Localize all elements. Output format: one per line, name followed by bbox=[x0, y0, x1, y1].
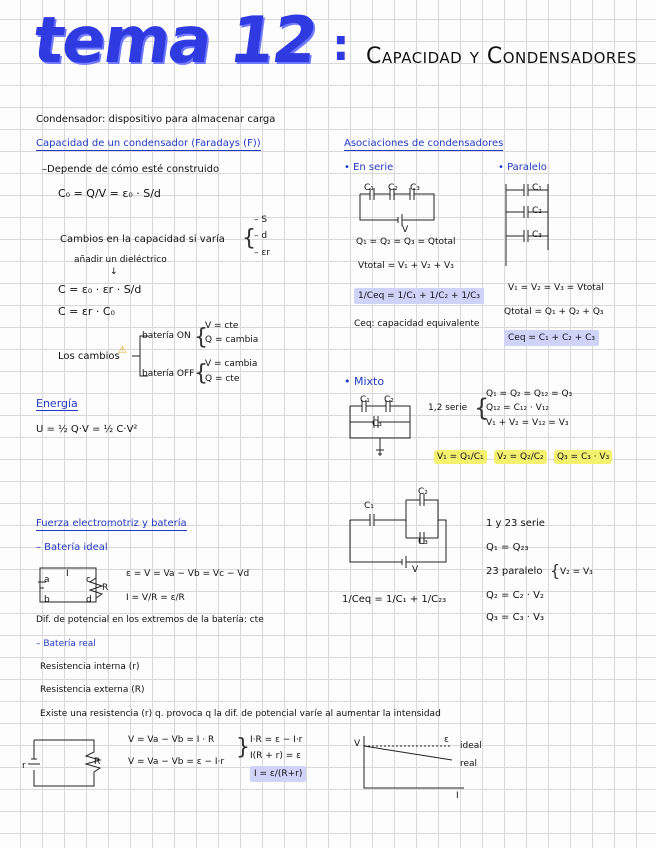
mixto-hl-v2: V₂ = Q₂/C₂ bbox=[494, 450, 547, 464]
text-existe: Existe una resistencia (r) q. provoca q la dif. de potencial varíe al aumentar la intensidad bbox=[40, 709, 441, 719]
mixto-res-3: V₁ + V₂ = V₁₂ = V₃ bbox=[486, 418, 569, 428]
graph-label-real: real bbox=[460, 759, 478, 769]
text-r-externa: Resistencia externa (R) bbox=[40, 685, 145, 695]
mixto2-res-3: 23 paralelo bbox=[486, 566, 543, 577]
brace-vary: { bbox=[242, 226, 256, 251]
bat-off-v: V = cambia bbox=[205, 359, 258, 369]
serie-label-c2: C₂ bbox=[388, 183, 398, 193]
formula-c0: C₀ = Q/V = ε₀ · S/d bbox=[58, 187, 161, 200]
mixto2-label-v: V bbox=[412, 565, 419, 575]
heading-capacidad: Capacidad de un condensador (Faradays (F)) bbox=[36, 138, 261, 149]
label-paralelo: • Paralelo bbox=[498, 162, 547, 173]
text-dif-potencial: Dif. de potencial en los extremos de la batería: cte bbox=[36, 615, 264, 625]
mixto-label-c2: C₂ bbox=[384, 395, 394, 405]
serie-note-ceq: Ceq: capacidad equivalente bbox=[354, 319, 480, 329]
serie-label-c3: C₃ bbox=[410, 183, 420, 193]
ideal-label-b: b bbox=[44, 595, 50, 605]
serie-eq-v: Vtotal = V₁ + V₂ + V₃ bbox=[358, 261, 454, 271]
bat-on-v: V = cte bbox=[205, 321, 239, 331]
heading-asociaciones: Asociaciones de condensadores bbox=[344, 138, 504, 149]
mixto2-res-2: Q₁ = Q₂₃ bbox=[486, 542, 529, 553]
mixto2-res-6: Q₃ = C₃ · V₃ bbox=[486, 612, 544, 623]
heading-energia: Energía bbox=[36, 397, 78, 410]
real-res-3: I = ε/(R+r) bbox=[250, 766, 306, 782]
serie-label-v: V bbox=[402, 225, 409, 235]
graph-label-v: V bbox=[354, 739, 361, 749]
ideal-label-d: d bbox=[86, 595, 92, 605]
text-dielectrico: añadir un dieléctrico bbox=[74, 255, 167, 265]
mixto2-res-5: Q₂ = C₂ · V₂ bbox=[486, 590, 544, 601]
brace-real: } bbox=[236, 735, 250, 760]
formula-c1: C = ε₀ · εr · S/d bbox=[58, 283, 142, 296]
bat-on-q: Q = cambia bbox=[205, 335, 259, 345]
brace-on: { bbox=[194, 325, 208, 350]
label-bateria-real: – Batería real bbox=[36, 639, 96, 649]
definition-condensador: Condensador: dispositivo para almacenar carga bbox=[36, 114, 276, 125]
formula-c2: C = εr · C₀ bbox=[58, 305, 115, 318]
mixto-label-c1: C₁ bbox=[360, 395, 370, 405]
text-depende: –Depende de cómo esté construido bbox=[42, 164, 220, 175]
par-label-c3: C₃ bbox=[532, 230, 542, 240]
mixto-label-c3: C₃ bbox=[372, 419, 382, 429]
bat-off-q: Q = cte bbox=[205, 374, 240, 384]
page-subtitle: Capacidad y Condensadores bbox=[366, 44, 637, 69]
real-res-1: I·R = ε − I·r bbox=[250, 735, 303, 745]
text-cambios: Cambios en la capacidad si varía bbox=[60, 234, 225, 245]
page-title: tema 12 bbox=[28, 4, 321, 78]
serie-eq-q: Q₁ = Q₂ = Q₃ = Qtotal bbox=[356, 237, 456, 247]
text-los-cambios: Los cambios bbox=[58, 351, 120, 362]
real-res-2: I(R + r) = ε bbox=[250, 751, 302, 761]
mixto2-ceq: 1/Ceq = 1/C₁ + 1/C₂₃ bbox=[342, 594, 447, 605]
real-eq-1: V = Va − Vb = I · R bbox=[128, 735, 215, 745]
vary-d: – d bbox=[254, 231, 268, 241]
real-eq-2: V = Va − Vb = ε − I·r bbox=[128, 757, 225, 767]
ideal-eq-1: ε = V = Va − Vb = Vc − Vd bbox=[126, 569, 250, 579]
ideal-label-c: c bbox=[86, 575, 91, 585]
formula-energia: U = ½ Q·V = ½ C·V² bbox=[36, 424, 138, 435]
mixto2-label-c3: C₃ bbox=[418, 537, 428, 547]
graph-label-ideal: ideal bbox=[460, 741, 482, 751]
ideal-label-i: I bbox=[66, 569, 69, 579]
par-label-c2: C₂ bbox=[532, 206, 542, 216]
label-bateria-ideal: – Batería ideal bbox=[36, 542, 108, 553]
real-battery-circuit bbox=[28, 734, 104, 792]
real-label-r: r bbox=[22, 761, 26, 771]
brace-off: { bbox=[194, 361, 208, 386]
graph-label-e: ε bbox=[444, 735, 449, 745]
text-bat-off: batería OFF bbox=[142, 369, 195, 379]
arrow-down-icon: ↓ bbox=[110, 267, 118, 277]
warning-icon: ⚠ bbox=[118, 345, 127, 356]
text-bat-on: batería ON bbox=[142, 331, 191, 341]
mixto-hl-v1: V₁ = Q₁/C₁ bbox=[434, 450, 487, 464]
vary-s: – S bbox=[254, 215, 268, 225]
label-en-serie: • En serie bbox=[344, 162, 394, 173]
mixto-res-1: Q₁ = Q₂ = Q₁₂ = Q₃ bbox=[486, 389, 573, 399]
graph-label-i: I bbox=[456, 791, 459, 801]
mixto-res-2: Q₁₂ = C₁₂ · V₁₂ bbox=[486, 403, 550, 413]
mixto2-res-4: V₂ = V₃ bbox=[560, 567, 593, 577]
mixto2-circuit-diagram bbox=[346, 490, 456, 574]
v-i-graph bbox=[360, 734, 470, 792]
serie-label-c1: C₁ bbox=[364, 183, 374, 193]
ideal-label-a: a bbox=[44, 575, 50, 585]
title-colon: : bbox=[332, 20, 350, 71]
label-mixto: • Mixto bbox=[344, 375, 385, 388]
mixto-serie-label: 1,2 serie bbox=[428, 403, 468, 413]
par-eq-q: Qtotal = Q₁ + Q₂ + Q₃ bbox=[504, 307, 604, 317]
ideal-label-r: R bbox=[102, 583, 109, 593]
mixto2-label-c2: C₂ bbox=[418, 487, 428, 497]
mixto2-res-1: 1 y 23 serie bbox=[486, 518, 545, 529]
mixto-hl-q3: Q₃ = C₃ · V₃ bbox=[554, 450, 612, 464]
real-label-rr: R bbox=[94, 757, 101, 767]
serie-eq-ceq: 1/Ceq = 1/C₁ + 1/C₂ + 1/C₃ bbox=[354, 288, 484, 304]
brace-mixto2: { bbox=[550, 561, 561, 580]
par-eq-ceq: Ceq = C₁ + C₂ + C₃ bbox=[504, 330, 599, 346]
text-r-interna: Resistencia interna (r) bbox=[40, 662, 140, 672]
par-eq-v: V₁ = V₂ = V₃ = Vtotal bbox=[508, 283, 604, 293]
heading-fem: Fuerza electromotriz y batería bbox=[36, 518, 187, 529]
brace-mixto: { bbox=[474, 394, 490, 422]
par-label-c1: C₁ bbox=[532, 183, 542, 193]
paralelo-circuit-diagram bbox=[500, 180, 556, 270]
vary-er: – εr bbox=[254, 248, 270, 258]
mixto2-label-c1: C₁ bbox=[364, 501, 374, 511]
ideal-eq-2: I = V/R = ε/R bbox=[126, 593, 185, 603]
